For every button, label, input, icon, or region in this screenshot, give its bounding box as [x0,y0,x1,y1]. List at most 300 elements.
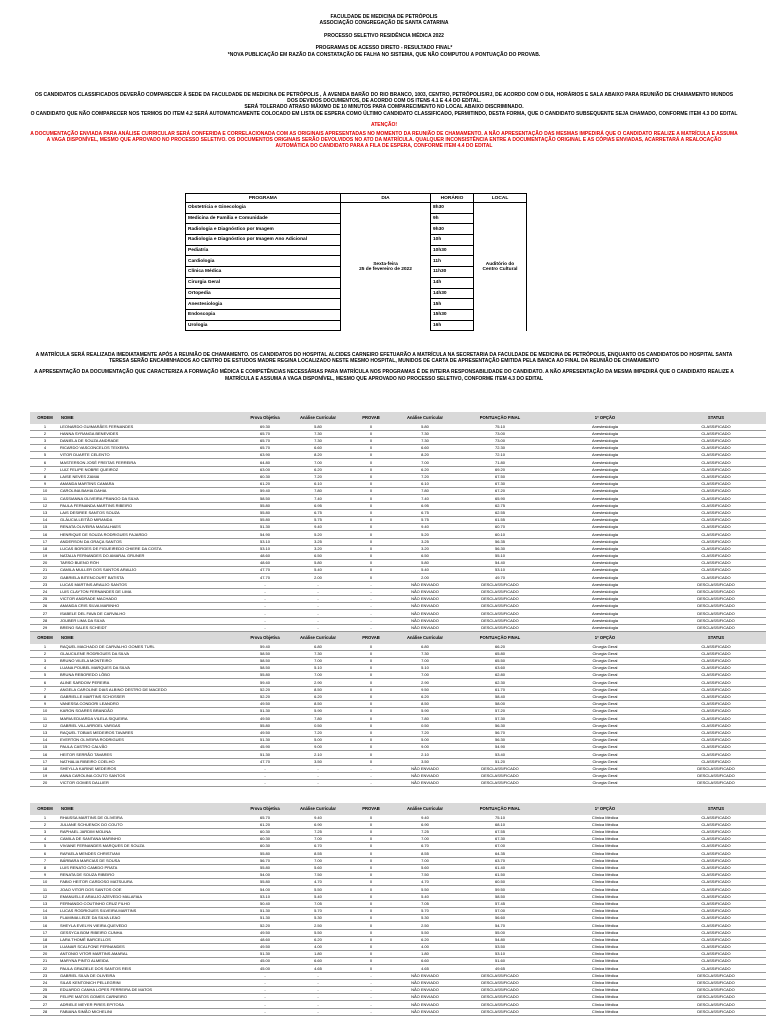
cell-provab: 0 [348,879,394,886]
cell-nome: LUCAS BORGES DE FIGUEIREDO CHIERE DA COSTA [60,545,242,552]
cell-pontuacao-final: 59.50 [456,886,544,893]
cell-provab: 0 [348,545,394,552]
cell-primeira-opcao: Cirurgia Geral [544,772,666,779]
cell-prova-objetiva: 63.00 [242,466,288,473]
cell-ordem: 23 [30,972,60,979]
cell-prova-objetiva: 45.00 [242,965,288,972]
cell-ordem: 17 [30,929,60,936]
cell-analise-curricular-final: 4.70 [394,879,456,886]
cell-nome: ANTONIO VITOR MARTINS AMARAL [60,951,242,958]
table-row [30,588,766,595]
table-row [30,603,766,610]
table-row [30,624,766,631]
cell-pontuacao-final: DESCLASSIFICADO [456,1001,544,1008]
cell-ordem: 5 [30,672,60,679]
cell-prova-objetiva: 51.30 [242,524,288,531]
cell-analise-curricular: 7.00 [288,672,348,679]
cell-nome: RAQUEL TOBIAS MEDEIROS TAVARES [60,729,242,736]
table-row [30,509,766,516]
results-table-clinica-medica [30,803,748,1016]
table-row [30,452,766,459]
cell-primeira-opcao: Clínica Médica [544,821,666,828]
cell-prova-objetiva: 58.50 [242,495,288,502]
cell-analise-curricular: 6.60 [288,958,348,965]
cell-analise-curricular: 7.30 [288,437,348,444]
table-row [30,693,766,700]
cell-status: CLASSIFICADO [666,679,766,686]
cell-status: CLASSIFICADO [666,893,766,900]
cell-pontuacao-final: 66.20 [456,644,544,651]
cell-nome: RAFAELA MENDES CHRISTIANI [60,850,242,857]
cell-provab: 0 [348,650,394,657]
cell-analise-curricular: - [288,972,348,979]
cell-status: DESCLASSIFICADO [666,979,766,986]
column-header-primeira-opcao: 1ª OPÇÃO [544,803,666,815]
cell-status: CLASSIFICADO [666,758,766,765]
cell-pontuacao-final: 58.40 [456,693,544,700]
cell-status: CLASSIFICADO [666,857,766,864]
cell-nome: CAMILA DE SANTANA MARINHO [60,836,242,843]
cell-analise-curricular: 7.30 [288,650,348,657]
table-row [30,922,766,929]
cell-analise-curricular: - [288,987,348,994]
cell-analise-curricular-final: 9.00 [394,744,456,751]
cell-provab: 0 [348,843,394,850]
table-row [30,843,766,850]
table-row [30,994,766,1001]
enrollment-note-1: A MATRÍCULA SERÁ REALIZADA IMEDIATAMENTE APÓS A REUNIÃO DE CHAMAMENTO. OS CANDIDATOS DO HOSPITAL ALCIDES CARNEIRO EFETUARÃO A MATRÍCULA NA SECRETARIA DA FACULDADE DE MEDICINA DE PETRÓPOLIS, ENQUANTO OS CANDIDATOS DO HOSPITAL SANTA TERESA SERÃO ENCAMINHADOS AO CENTRO DE ESTUDOS MADRE REGINA LOCALIZADO NESTE MESMO HOSPITAL, MUNIDOS DE CARTA DE APRESENTAÇÃO EMITIDA PELA BANCA AO FINAL DA REUNIÃO DE CHAMAMENTO [35,352,733,365]
table-row [30,758,766,765]
cell-analise-curricular: 6.20 [288,693,348,700]
cell-nome: FERNANDO COUTINHO CRUZ FILHO [60,900,242,907]
table-row [30,708,766,715]
cell-ordem: 4 [30,445,60,452]
cell-primeira-opcao: Cirurgia Geral [544,665,666,672]
cell-nome: MARIA EDUARDA VILELA SIQUEIRA [60,715,242,722]
column-header-primeira-opcao: 1ª OPÇÃO [544,632,666,644]
cell-provab: 0 [348,437,394,444]
cell-nome: EMANUELLE ARAUJO AZEVEDO MALAFAIA [60,893,242,900]
cell-prova-objetiva: 51.30 [242,751,288,758]
cell-nome: LUIS RENATO CAMIDO PRATA [60,864,242,871]
cell-provab: 0 [348,715,394,722]
cell-nome: LEONARDO GUIMARÃES FERNANDES [60,424,242,431]
cell-status: CLASSIFICADO [666,509,766,516]
cell-primeira-opcao: Anestesiologia [544,603,666,610]
cell-prova-objetiva: 51.30 [242,907,288,914]
cell-status: CLASSIFICADO [666,538,766,545]
cell-nome: BÁRBARA MARCIAS DE SOUSA [60,857,242,864]
cell-nome: JULIANE SCHUENCK DO COUTO [60,821,242,828]
cell-status: CLASSIFICADO [666,430,766,437]
cell-prova-objetiva: 49.50 [242,715,288,722]
cell-ordem: 25 [30,596,60,603]
cell-pontuacao-final: 72.10 [456,452,544,459]
cell-analise-curricular: 6.20 [288,466,348,473]
cell-ordem: 15 [30,524,60,531]
cell-prova-objetiva: 52.20 [242,922,288,929]
table-row [30,679,766,686]
cell-prova-objetiva: 49.50 [242,943,288,950]
cell-ordem: 22 [30,574,60,581]
cell-nome: EDUARDO CANHA LOPES FERREIRA DE MATOS [60,987,242,994]
cell-nome: EVERTON OLIVEIRA RODRIGUES [60,736,242,743]
cell-nome: RENATA DE SOUZA RIBEIRO [60,872,242,879]
cell-ordem: 22 [30,965,60,972]
cell-prova-objetiva: 61.20 [242,481,288,488]
cell-primeira-opcao: Clínica Médica [544,836,666,843]
cell-ordem: 5 [30,843,60,850]
table-row [30,780,766,787]
cell-analise-curricular: 8.50 [288,701,348,708]
cell-pontuacao-final: 56.30 [456,736,544,743]
cell-prova-objetiva: - [242,617,288,624]
cell-prova-objetiva: 53.10 [242,538,288,545]
table-row [30,987,766,994]
cell-status: CLASSIFICADO [666,915,766,922]
cell-nome: DANIELA DE SOUZA ANDRADE [60,437,242,444]
cell-prova-objetiva: - [242,780,288,787]
cell-provab: 0 [348,929,394,936]
column-header-provab: PROVAB [348,803,394,815]
cell-analise-curricular: - [288,617,348,624]
cell-status: CLASSIFICADO [666,459,766,466]
cell-pontuacao-final: 62.30 [456,679,544,686]
cell-primeira-opcao: Clínica Médica [544,857,666,864]
cell-status: CLASSIFICADO [666,445,766,452]
cell-provab: 0 [348,552,394,559]
cell-provab: 0 [348,538,394,545]
cell-analise-curricular: 7.80 [288,715,348,722]
table-row [30,459,766,466]
cell-analise-curricular-final: NÃO ENVIADO [394,1001,456,1008]
cell-provab: 0 [348,672,394,679]
cell-status: DESCLASSIFICADO [666,1008,766,1015]
cell-ordem: 3 [30,437,60,444]
cell-provab: 0 [348,857,394,864]
cell-provab: 0 [348,693,394,700]
cell-pontuacao-final: DESCLASSIFICADO [456,596,544,603]
table-row [30,1008,766,1015]
table-row [30,850,766,857]
cell-nome: ISABELE DEL FAVA DE CARVALHO [60,610,242,617]
schedule-day: Sexta-feira 25 de fevereiro de 2022 [341,203,431,331]
cell-analise-curricular-final: 4.65 [394,965,456,972]
cell-pontuacao-final: 60.70 [456,524,544,531]
cell-ordem: 7 [30,466,60,473]
cell-status: CLASSIFICADO [666,821,766,828]
column-header-status: STATUS [666,412,766,424]
cell-pontuacao-final: 53.50 [456,943,544,950]
cell-primeira-opcao: Anestesiologia [544,567,666,574]
cell-provab: 0 [348,936,394,943]
cell-analise-curricular-final: 5.40 [394,893,456,900]
cell-nome: AMANDA MARTINS CAMARA [60,481,242,488]
cell-primeira-opcao: Clínica Médica [544,915,666,922]
cell-prova-objetiva: 48.60 [242,560,288,567]
table-row [30,715,766,722]
table-row [30,538,766,545]
cell-prova-objetiva: 58.50 [242,657,288,664]
cell-ordem: 2 [30,650,60,657]
cell-analise-curricular-final: 6.80 [394,644,456,651]
table-row [30,445,766,452]
cell-analise-curricular-final: 5.50 [394,886,456,893]
cell-provab: 0 [348,430,394,437]
table-row [30,488,766,495]
cell-pontuacao-final: 73.00 [456,437,544,444]
cell-ordem: 17 [30,538,60,545]
column-header-prova-objetiva: Prova Objetiva [242,803,288,815]
cell-pontuacao-final: 55.10 [456,552,544,559]
cell-analise-curricular-final: 3.20 [394,545,456,552]
cell-pontuacao-final: 61.50 [456,872,544,879]
cell-analise-curricular: 5.50 [288,929,348,936]
table-row [30,965,766,972]
cell-status: DESCLASSIFICADO [666,987,766,994]
cell-prova-objetiva: 53.10 [242,545,288,552]
cell-primeira-opcao: Cirurgia Geral [544,708,666,715]
cell-pontuacao-final: 54.70 [456,922,544,929]
cell-primeira-opcao: Cirurgia Geral [544,679,666,686]
cell-status: CLASSIFICADO [666,872,766,879]
cell-analise-curricular: 7.00 [288,657,348,664]
table-row [30,907,766,914]
cell-ordem: 20 [30,951,60,958]
cell-ordem: 14 [30,907,60,914]
cell-provab: - [348,780,394,787]
cell-analise-curricular-final: 2.50 [394,922,456,929]
cell-primeira-opcao: Cirurgia Geral [544,729,666,736]
cell-analise-curricular-final: 5.80 [394,560,456,567]
cell-ordem: 2 [30,430,60,437]
table-row [30,765,766,772]
cell-analise-curricular-final: 1.80 [394,951,456,958]
cell-nome: CAMILA MULLER DOS SANTOS ARAUJO [60,567,242,574]
table-row [30,560,766,567]
cell-primeira-opcao: Anestesiologia [544,538,666,545]
cell-prova-objetiva: - [242,979,288,986]
cell-prova-objetiva: 55.80 [242,864,288,871]
cell-primeira-opcao: Cirurgia Geral [544,657,666,664]
cell-status: DESCLASSIFICADO [666,772,766,779]
results-table-cirurgia-geral [30,632,748,787]
column-header-ordem: ORDEM [30,803,60,815]
cell-pontuacao-final: 57.20 [456,708,544,715]
cell-prova-objetiva: 55.80 [242,516,288,523]
cell-analise-curricular-final: 7.05 [394,900,456,907]
instructions [30,92,738,150]
cell-ordem: 21 [30,567,60,574]
cell-analise-curricular-final: 7.25 [394,828,456,835]
cell-prova-objetiva: 51.30 [242,708,288,715]
cell-primeira-opcao: Clínica Médica [544,943,666,950]
cell-nome: MARYNA PINTO ALMEIDA [60,958,242,965]
cell-nome: GABRIELA BITENCOURT BATISTA [60,574,242,581]
cell-analise-curricular: 6.95 [288,502,348,509]
column-header-nome: NOME [60,632,242,644]
cell-analise-curricular-final: 2.90 [394,679,456,686]
cell-analise-curricular: - [288,588,348,595]
table-row [30,610,766,617]
cell-pontuacao-final: 53.40 [456,751,544,758]
table-row [30,836,766,843]
process-title: PROCESSO SELETIVO RESIDÊNCIA MÉDICA 2022 [324,32,444,39]
cell-pontuacao-final: DESCLASSIFICADO [456,603,544,610]
schedule-horario: 9h30 [431,224,474,235]
cell-primeira-opcao: Anestesiologia [544,617,666,624]
cell-prova-objetiva: 52.20 [242,693,288,700]
cell-nome: NATALIA FERNANDES DO AMARAL GRUNER [60,552,242,559]
cell-nome: GESSYCA BOM RIBEIRO CUNHA [60,929,242,936]
cell-status: CLASSIFICADO [666,936,766,943]
table-row [30,979,766,986]
cell-prova-objetiva: 63.90 [242,452,288,459]
table-row [30,617,766,624]
cell-pontuacao-final: 57.30 [456,715,544,722]
cell-prova-objetiva: 58.50 [242,665,288,672]
cell-pontuacao-final: 67.20 [456,488,544,495]
cell-analise-curricular-final: 5.00 [394,736,456,743]
cell-status: CLASSIFICADO [666,836,766,843]
cell-provab: - [348,765,394,772]
cell-ordem: 12 [30,722,60,729]
cell-pontuacao-final: 49.65 [456,965,544,972]
cell-status: CLASSIFICADO [666,850,766,857]
cell-analise-curricular-final: 6.60 [394,445,456,452]
cell-analise-curricular: 8.55 [288,850,348,857]
cell-provab: - [348,772,394,779]
cell-nome: GABRIEL VILLARROEL VARGAS [60,722,242,729]
cell-primeira-opcao: Clínica Médica [544,879,666,886]
cell-analise-curricular-final: 8.50 [394,701,456,708]
table-row [30,751,766,758]
cell-prova-objetiva: - [242,624,288,631]
cell-nome: HENRIQUE DE SOUZA RODRIGUES FAJARDO [60,531,242,538]
cell-ordem: 27 [30,1001,60,1008]
cell-nome: GLÁUCIA LEITÃO MIRANDA [60,516,242,523]
cell-prova-objetiva: 55.80 [242,722,288,729]
schedule-header-dia: DIA [341,194,431,203]
cell-ordem: 16 [30,751,60,758]
cell-prova-objetiva: 51.30 [242,915,288,922]
cell-pontuacao-final: DESCLASSIFICADO [456,610,544,617]
cell-prova-objetiva: 69.30 [242,424,288,431]
cell-prova-objetiva: 55.80 [242,502,288,509]
cell-prova-objetiva: 49.50 [242,701,288,708]
schedule-header-horario: HORÁRIO [431,194,474,203]
cell-provab: 0 [348,815,394,822]
cell-analise-curricular: 7.30 [288,430,348,437]
cell-primeira-opcao: Clínica Médica [544,965,666,972]
cell-pontuacao-final: 67.00 [456,843,544,850]
cell-status: CLASSIFICADO [666,965,766,972]
cell-pontuacao-final: 67.50 [456,473,544,480]
cell-status: CLASSIFICADO [666,495,766,502]
cell-pontuacao-final: DESCLASSIFICADO [456,979,544,986]
cell-ordem: 1 [30,644,60,651]
cell-nome: NATHALIA RIBEIRO COELHO [60,758,242,765]
cell-nome: FELIPE MATOS GOMES CARNEIRO [60,994,242,1001]
cell-status: CLASSIFICADO [666,686,766,693]
cell-status: CLASSIFICADO [666,657,766,664]
cell-pontuacao-final: 54.40 [456,560,544,567]
column-header-analise-curricular-final: Análise Curricular [394,412,456,424]
cell-provab: 0 [348,907,394,914]
cell-pontuacao-final: 56.30 [456,722,544,729]
cell-nome: ADRIELE MEYER PIRES EPITOSA [60,1001,242,1008]
cell-ordem: 15 [30,915,60,922]
cell-status: DESCLASSIFICADO [666,610,766,617]
cell-primeira-opcao: Clínica Médica [544,850,666,857]
cell-primeira-opcao: Anestesiologia [544,581,666,588]
table-row [30,466,766,473]
cell-prova-objetiva: 50.40 [242,900,288,907]
cell-ordem: 8 [30,693,60,700]
cell-analise-curricular: 5.80 [288,424,348,431]
cell-analise-curricular: 8.50 [288,686,348,693]
cell-ordem: 18 [30,765,60,772]
cell-nome: TARSO BUENO RÖH [60,560,242,567]
cell-analise-curricular: 0.50 [288,722,348,729]
cell-primeira-opcao: Anestesiologia [544,560,666,567]
cell-analise-curricular-final: 7.00 [394,672,456,679]
cell-provab: 0 [348,821,394,828]
cell-pontuacao-final: 75.10 [456,424,544,431]
cell-analise-curricular: - [288,603,348,610]
table-row [30,581,766,588]
cell-status: CLASSIFICADO [666,574,766,581]
cell-nome: RAQUEL MACHADO DE CARVALHO GOMES TURL [60,644,242,651]
cell-analise-curricular: 9.40 [288,815,348,822]
cell-analise-curricular-final: 2.00 [394,574,456,581]
cell-analise-curricular-final: 8.20 [394,452,456,459]
cell-ordem: 27 [30,610,60,617]
cell-pontuacao-final: DESCLASSIFICADO [456,772,544,779]
table-row [30,430,766,437]
cell-nome: RHAISSA MARTINS DE OLIVEIRA [60,815,242,822]
schedule-horario: 8h30 [431,203,474,214]
results-table [30,803,766,1016]
cell-ordem: 11 [30,886,60,893]
table-row [30,437,766,444]
cell-primeira-opcao: Clínica Médica [544,972,666,979]
schedule-local: Auditório do Centro Cultural [474,203,527,331]
schedule-programa: Endoscopia [186,309,341,320]
cell-provab: 0 [348,488,394,495]
cell-analise-curricular-final: 5.70 [394,907,456,914]
cell-analise-curricular: 7.20 [288,729,348,736]
cell-provab: 0 [348,722,394,729]
table-row [30,657,766,664]
cell-pontuacao-final: 64.35 [456,850,544,857]
schedule-programa: Clínica Médica [186,267,341,278]
cell-analise-curricular: 9.00 [288,744,348,751]
cell-pontuacao-final: 57.00 [456,907,544,914]
cell-provab: 0 [348,531,394,538]
cell-analise-curricular: 5.75 [288,516,348,523]
cell-analise-curricular: 3.25 [288,538,348,545]
cell-primeira-opcao: Anestesiologia [544,531,666,538]
cell-analise-curricular: - [288,765,348,772]
cell-analise-curricular: 6.70 [288,843,348,850]
cell-provab: 0 [348,473,394,480]
cell-ordem: 15 [30,744,60,751]
cell-primeira-opcao: Clínica Médica [544,936,666,943]
cell-primeira-opcao: Clínica Médica [544,929,666,936]
cell-pontuacao-final: DESCLASSIFICADO [456,765,544,772]
cell-nome: VICTOR GOMES DALLIER [60,780,242,787]
